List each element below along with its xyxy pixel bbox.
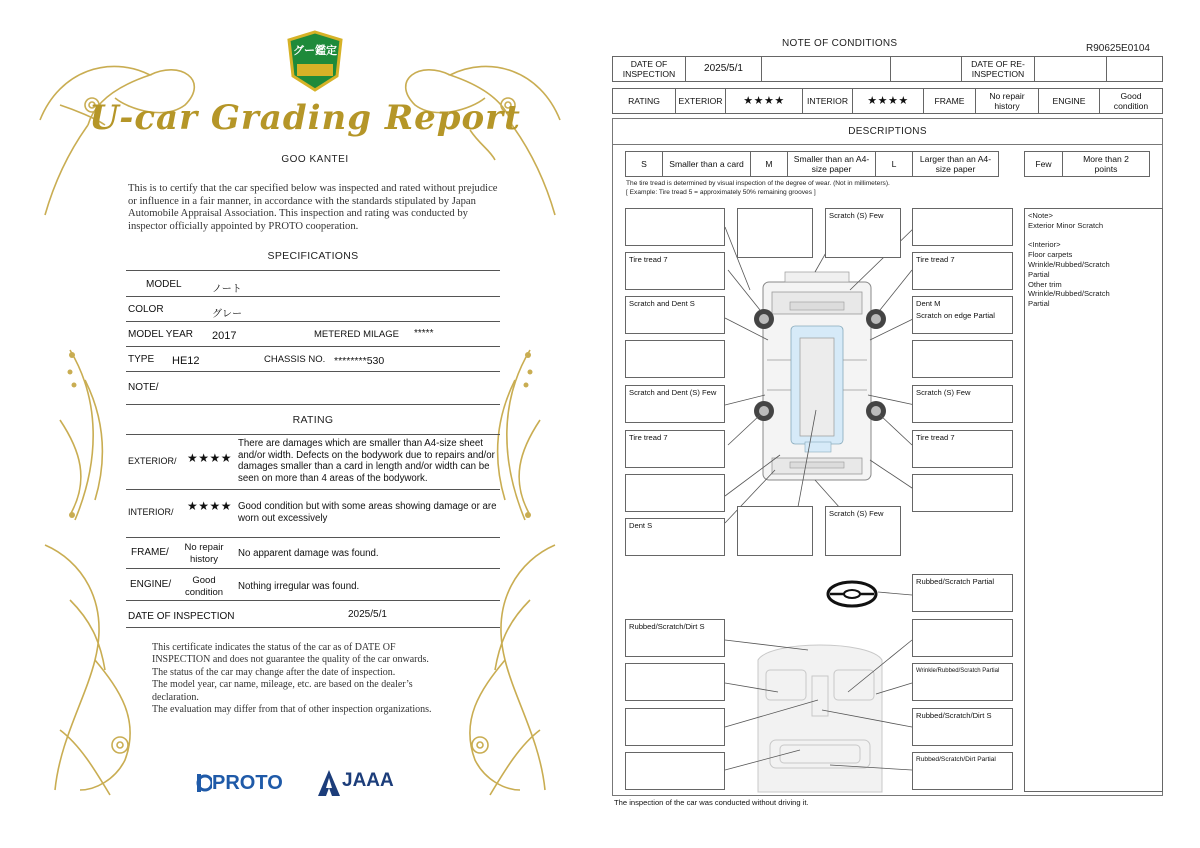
steering-wheel-icon <box>828 582 876 606</box>
legend-few-text: More than 2 points <box>1062 151 1150 177</box>
callout-right-dent-scratch <box>912 296 1013 334</box>
callout-box <box>912 340 1013 378</box>
legend-m: M <box>750 151 788 177</box>
driving-note: The inspection of the car was conducted without driving it. <box>614 798 809 807</box>
divider <box>126 296 500 297</box>
callout-left-tire-rear: Tire tread 7 <box>625 430 725 468</box>
callout-box <box>625 340 725 378</box>
legend-s: S <box>625 151 663 177</box>
footnote-line: This certificate indicates the status of the car as of DATE OF <box>152 642 396 653</box>
note-line: <Interior> <box>1028 240 1061 250</box>
callout-right-tire-rear: Tire tread 7 <box>912 430 1013 468</box>
callout-bottom-center: Scratch (S) Few <box>825 506 901 556</box>
note-line: Wrinkle/Rubbed/Scratch <box>1028 259 1110 269</box>
date-value: 2025/5/1 <box>348 609 387 620</box>
callout-top-center: Scratch (S) Few <box>825 208 901 258</box>
callout-box <box>625 663 725 701</box>
callout-left-dent: Dent S <box>625 518 725 556</box>
certificate-subtitle: GOO KANTEI <box>281 154 349 165</box>
callout-box <box>737 208 813 258</box>
specifications-heading: SPECIFICATIONS <box>267 250 359 262</box>
note-line: Other trim <box>1028 279 1062 289</box>
frame-value: No repair history <box>975 88 1039 114</box>
model-label: MODEL <box>146 279 182 290</box>
date-of-inspection-label: DATE OF INSPECTION <box>612 56 686 82</box>
tire-note-line: [ Example: Tire tread 5 = approximately 50% remaining grooves ] <box>626 189 816 196</box>
type-value: HE12 <box>172 355 200 367</box>
chassis-label: CHASSIS NO. <box>264 354 326 365</box>
callout-box <box>625 208 725 246</box>
interior-label: INTERIOR <box>802 88 853 114</box>
divider <box>126 627 500 628</box>
note-line: Partial <box>1028 299 1050 309</box>
note-line: Floor carpets <box>1028 250 1073 260</box>
divider <box>126 346 500 347</box>
certificate-footnote <box>152 642 502 716</box>
callout-steering: Rubbed/Scratch Partial <box>912 574 1013 612</box>
callout-box <box>737 506 813 556</box>
callout-box <box>912 474 1013 512</box>
callout-box <box>912 619 1013 657</box>
chassis-value: ********530 <box>334 355 385 367</box>
callout-right-tire-front: Tire tread 7 <box>912 252 1013 290</box>
divider <box>126 568 500 569</box>
exterior-stars: ★★★★ <box>187 451 233 465</box>
divider <box>126 600 500 601</box>
exterior-label: EXTERIOR <box>675 88 726 114</box>
engine-description: Nothing irregular was found. <box>238 581 360 592</box>
callout-left-scratch-dent: Scratch and Dent S <box>625 296 725 334</box>
notes-box <box>1024 208 1163 792</box>
proto-logo-icon <box>196 772 212 794</box>
interior-stars: ★★★★ <box>187 499 233 513</box>
callout-box <box>625 708 725 746</box>
descriptions-heading: DESCRIPTIONS <box>612 118 1163 145</box>
divider <box>126 489 500 490</box>
footnote-line: The evaluation may differ from that of other inspection organizations. <box>152 704 432 716</box>
jaaa-logo: JAAA <box>342 770 394 791</box>
callout-right-rubbed-partial: Rubbed/Scratch/Dirt Partial <box>912 752 1013 790</box>
frame-description: No apparent damage was found. <box>238 548 379 559</box>
callout-box <box>912 208 1013 246</box>
footnote-line: declaration. <box>152 691 199 703</box>
engine-label: ENGINE <box>1038 88 1100 114</box>
date-label: DATE OF INSPECTION <box>128 611 235 622</box>
proto-logo: PROTO <box>212 772 283 794</box>
color-label: COLOR <box>128 304 164 315</box>
car-exterior-diagram <box>754 272 886 480</box>
color-value: グレー <box>212 309 242 320</box>
noc-title: NOTE OF CONDITIONS <box>782 38 898 49</box>
legend-l: L <box>875 151 913 177</box>
exterior-description: There are damages which are smaller than A4-size sheet and/or width. Defects on the bodywork due to repairs and/or damages smaller than a card in length and/or width can be seen on more than 4 areas of the bodywork. <box>238 438 495 484</box>
divider <box>126 321 500 322</box>
model-year-value: 2017 <box>212 330 237 342</box>
engine-label: ENGINE/ <box>130 579 172 590</box>
footnote-line: The status of the car may change after the date of inspection. <box>152 666 396 678</box>
engine-value: Good condition <box>184 575 224 598</box>
model-value: ノート <box>212 284 242 295</box>
divider <box>126 434 500 435</box>
date-of-reinspection-label: DATE OF RE-INSPECTION <box>961 56 1035 82</box>
callout-left-tire-front: Tire tread 7 <box>625 252 725 290</box>
metered-mileage-label: METERED MILAGE <box>314 329 399 340</box>
certificate-intro: This is to certify that the car specified below was inspected and rated without prejudice or influence in a fair manner, in accordance with the standards stipulated by Japan Automobile Appraisal Association. This inspection and rating was conducted by inspector officially appointed by PROTO cooperation. <box>128 183 498 232</box>
rating-heading: RATING <box>292 414 334 426</box>
divider <box>126 371 500 372</box>
footnote-line: The model year, car name, mileage, etc. are based on the dealer’s <box>152 679 413 691</box>
divider <box>126 404 500 405</box>
date-of-inspection-value: 2025/5/1 <box>685 56 762 82</box>
report-id: R90625E0104 <box>1086 43 1150 54</box>
legend-few: Few <box>1024 151 1063 177</box>
divider <box>126 270 500 271</box>
type-label: TYPE <box>128 354 155 365</box>
divider <box>126 537 500 538</box>
exterior-label: EXTERIOR/ <box>128 456 177 466</box>
note-of-conditions <box>600 0 1200 848</box>
note-line: Wrinkle/Rubbed/Scratch <box>1028 289 1110 299</box>
rating-label: RATING <box>612 88 676 114</box>
engine-value: Good condition <box>1099 88 1163 114</box>
interior-stars: ★★★★ <box>852 88 924 114</box>
frame-label: FRAME <box>923 88 976 114</box>
metered-mileage-value: ***** <box>414 328 434 339</box>
note-label: NOTE/ <box>128 382 159 393</box>
footnote-line: INSPECTION and does not guarantee the quality of the car onwards. <box>152 654 429 666</box>
tire-note-line: The tire tread is determined by visual inspection of the degree of wear. (Not in millimeters). <box>626 180 890 187</box>
callout-left-scratch-dent-few: Scratch and Dent (S) Few <box>625 385 725 423</box>
interior-description: Good condition but with some areas showing damage or are worn out excessively <box>238 501 497 524</box>
emblem-text: グー鑑定 <box>293 45 337 57</box>
frame-label: FRAME/ <box>131 547 169 558</box>
callout-box <box>625 474 725 512</box>
note-line: Partial <box>1028 269 1050 279</box>
callout-right-scratch-edge: Scratch on edge Partial <box>916 311 995 320</box>
legend-l-text: Larger than an A4-size paper <box>912 151 999 177</box>
legend-m-text: Smaller than an A4-size paper <box>787 151 876 177</box>
callout-right-wrinkle: Wrinkle/Rubbed/Scratch Partial <box>912 663 1013 701</box>
car-interior-diagram <box>758 645 882 792</box>
callout-dash-left: Rubbed/Scratch/Dirt S <box>625 619 725 657</box>
frame-value: No repair history <box>184 542 224 565</box>
callout-right-rubbed-s: Rubbed/Scratch/Dirt S <box>912 708 1013 746</box>
certificate-title: U-car Grading Report <box>89 98 521 138</box>
legend-s-text: Smaller than a card <box>662 151 751 177</box>
note-line: <Note> <box>1028 211 1053 220</box>
callout-box <box>625 752 725 790</box>
note-line: Exterior Minor Scratch <box>1028 220 1104 230</box>
model-year-label: MODEL YEAR <box>128 329 194 340</box>
callout-right-dent-m: Dent M <box>916 299 941 308</box>
goo-kantei-emblem <box>285 30 345 92</box>
interior-label: INTERIOR/ <box>128 507 174 517</box>
note-line <box>1028 231 1159 241</box>
callout-right-scratch-few: Scratch (S) Few <box>912 385 1013 423</box>
jaaa-logo-icon <box>318 770 340 796</box>
exterior-stars: ★★★★ <box>725 88 803 114</box>
